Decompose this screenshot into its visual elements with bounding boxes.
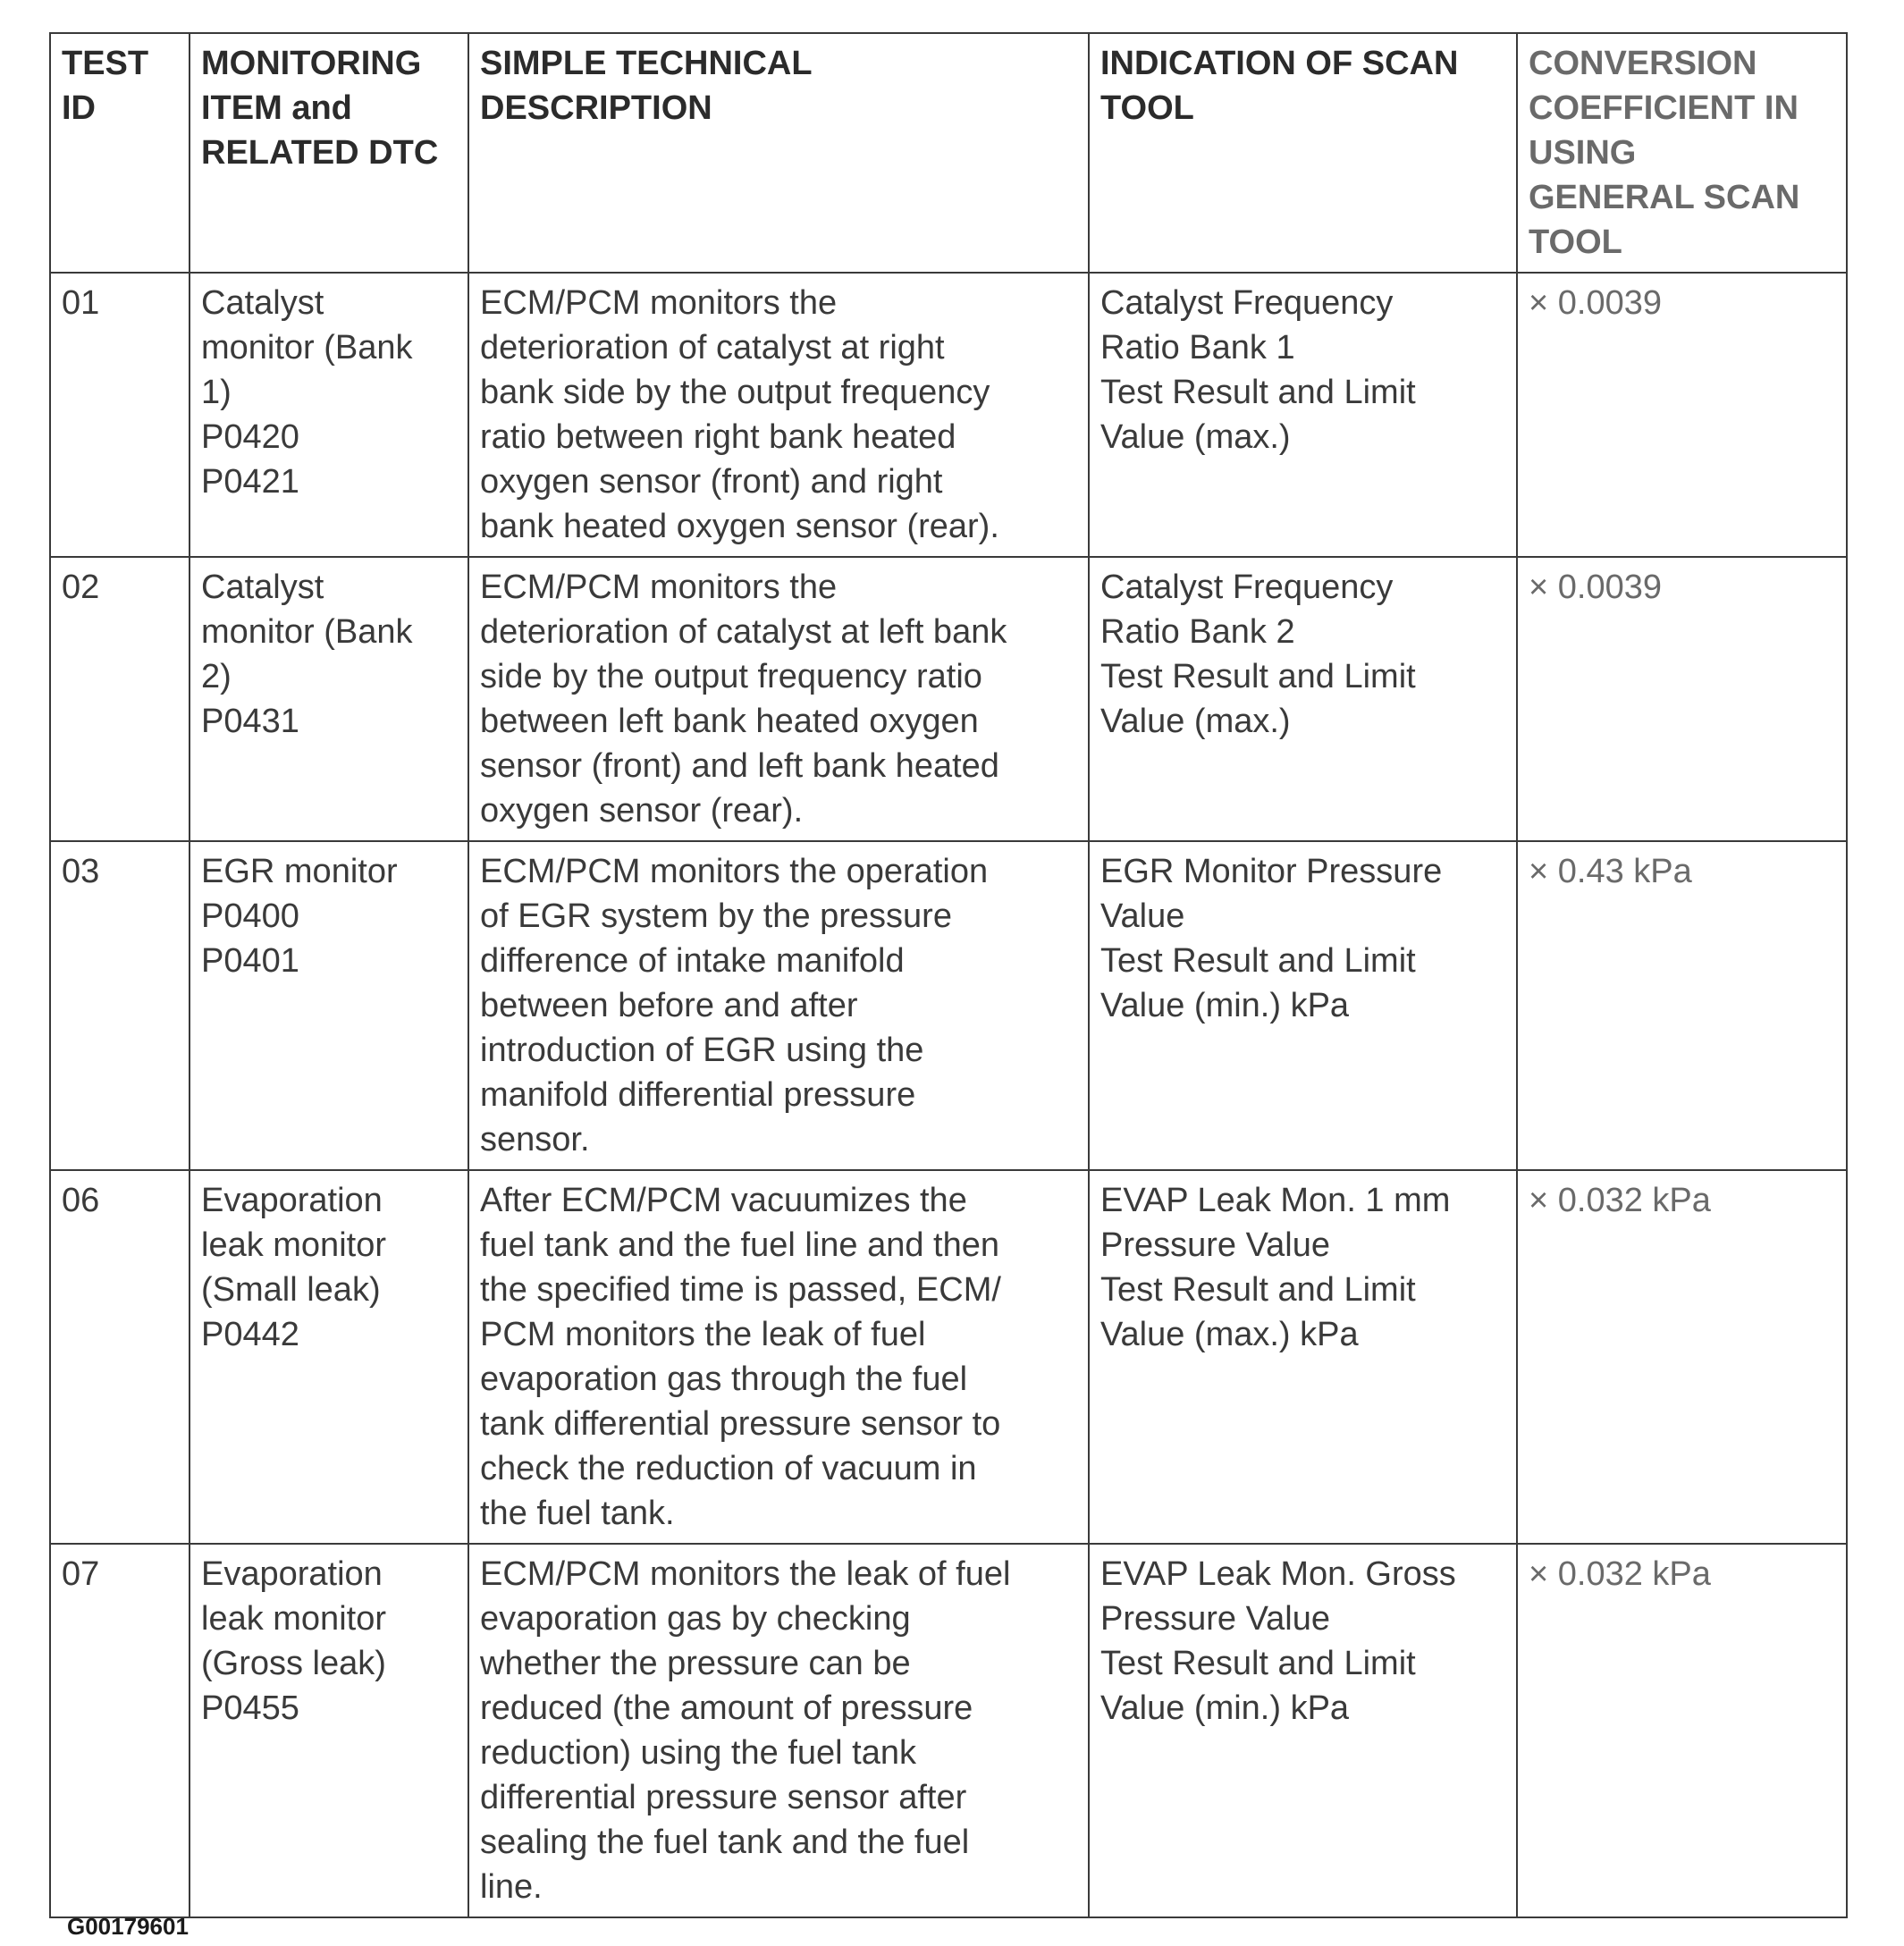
indication-cell: EVAP Leak Mon. Gross Pressure Value Test Result and Limit Value (min.) kPa [1089, 1544, 1517, 1917]
table-row [50, 1170, 1847, 1544]
header-test-id: TEST ID [50, 33, 190, 273]
coefficient-cell: × 0.032 kPa [1517, 1170, 1847, 1544]
indication-cell: EVAP Leak Mon. 1 mm Pressure Value Test Result and Limit Value (max.) kPa [1089, 1170, 1517, 1544]
monitoring-item-cell: EGR monitor P0400 P0401 [190, 841, 468, 1170]
indication-cell: Catalyst Frequency Ratio Bank 1 Test Result and Limit Value (max.) [1089, 273, 1517, 557]
indication-cell: EGR Monitor Pressure Value Test Result and Limit Value (min.) kPa [1089, 841, 1517, 1170]
header-description: SIMPLE TECHNICAL DESCRIPTION [468, 33, 1089, 273]
description-cell: ECM/PCM monitors the deterioration of catalyst at left bank side by the output frequency ratio between left bank heated oxygen sensor (front) and left bank heated oxygen sensor (rear). [468, 557, 1089, 841]
monitoring-item-cell: Evaporation leak monitor (Gross leak) P0455 [190, 1544, 468, 1917]
test-id-cell: 06 [50, 1170, 190, 1544]
monitoring-item-cell: Catalyst monitor (Bank 2) P0431 [190, 557, 468, 841]
description-cell: ECM/PCM monitors the deterioration of catalyst at right bank side by the output frequency ratio between right bank heated oxygen sensor (front) and right bank heated oxygen sensor (rear). [468, 273, 1089, 557]
header-conversion-coefficient: CONVERSION COEFFICIENT IN USING GENERAL SCAN TOOL [1517, 33, 1847, 273]
description-cell: ECM/PCM monitors the operation of EGR system by the pressure difference of intake manifold between before and after introduction of EGR using the manifold differential pressure sensor. [468, 841, 1089, 1170]
test-id-cell: 01 [50, 273, 190, 557]
table-row [50, 273, 1847, 557]
table-header-row [50, 33, 1847, 273]
indication-cell: Catalyst Frequency Ratio Bank 2 Test Result and Limit Value (max.) [1089, 557, 1517, 841]
test-id-cell: 07 [50, 1544, 190, 1917]
figure-id-label: G00179601 [67, 1913, 189, 1940]
header-indication: INDICATION OF SCAN TOOL [1089, 33, 1517, 273]
test-id-cell: 03 [50, 841, 190, 1170]
description-cell: After ECM/PCM vacuumizes the fuel tank and the fuel line and then the specified time is passed, ECM/ PCM monitors the leak of fuel evaporation gas through the fuel tank differential pressure sensor to check the reduction of vacuum in the fuel tank. [468, 1170, 1089, 1544]
coefficient-cell: × 0.43 kPa [1517, 841, 1847, 1170]
monitor-test-table [49, 32, 1848, 1918]
description-cell: ECM/PCM monitors the leak of fuel evaporation gas by checking whether the pressure can be reduced (the amount of pressure reduction) using the fuel tank differential pressure sensor after sealing the fuel tank and the fuel line. [468, 1544, 1089, 1917]
monitoring-item-cell: Catalyst monitor (Bank 1) P0420 P0421 [190, 273, 468, 557]
coefficient-cell: × 0.0039 [1517, 557, 1847, 841]
table-row [50, 1544, 1847, 1917]
monitoring-item-cell: Evaporation leak monitor (Small leak) P0442 [190, 1170, 468, 1544]
table-row [50, 557, 1847, 841]
header-monitoring-item: MONITORING ITEM and RELATED DTC [190, 33, 468, 273]
test-id-cell: 02 [50, 557, 190, 841]
coefficient-cell: × 0.0039 [1517, 273, 1847, 557]
coefficient-cell: × 0.032 kPa [1517, 1544, 1847, 1917]
table-row [50, 841, 1847, 1170]
